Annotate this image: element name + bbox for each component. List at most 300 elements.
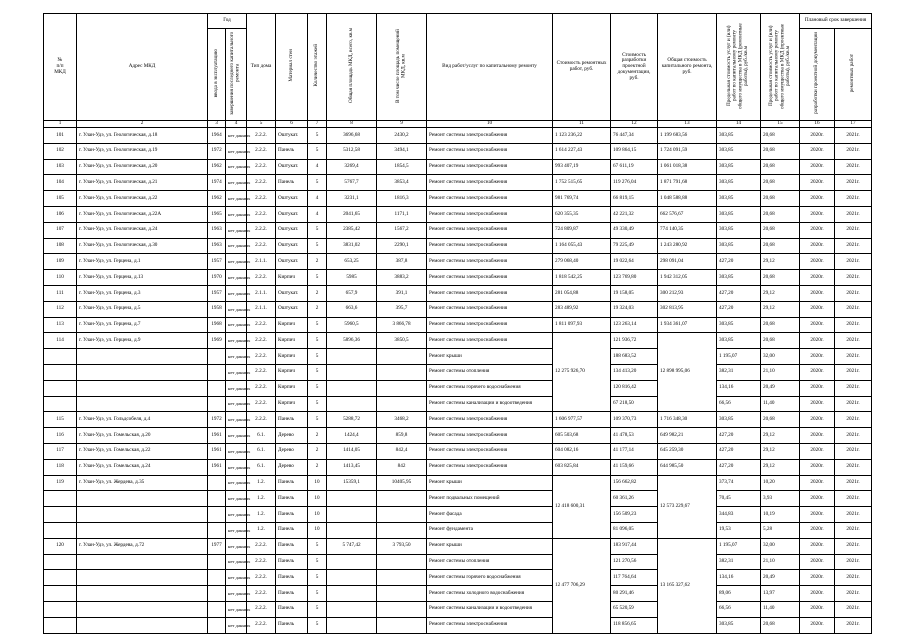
cell-num: 109 <box>44 254 77 270</box>
cell-cost-total: 1 048 588,88 <box>658 191 717 207</box>
cell-wall-material: Кирпич <box>276 364 308 380</box>
cell-floors: 4 <box>308 191 327 207</box>
cell-deadline-design: 2020г. <box>800 128 835 144</box>
cell-cost-repair: 1 614 227,43 <box>553 143 611 159</box>
cell-wall-material: Оштукат. <box>276 128 308 144</box>
cell-cost-total: 774 140,35 <box>658 222 717 238</box>
cell-year-repair: нет данных <box>226 364 247 380</box>
cell-floors: 5 <box>308 396 327 412</box>
column-number: 11 <box>553 121 611 128</box>
cell-floors: 2 <box>308 459 327 475</box>
table-row <box>44 175 872 191</box>
cell-work-type: Ремонт системы электроснабжения <box>427 254 553 270</box>
cell-area-total <box>327 491 377 507</box>
cell-house-type: 2.2.2. <box>247 396 276 412</box>
cell-limit-design: 20,68 <box>761 222 800 238</box>
cell-deadline-design: 2020г. <box>800 270 835 286</box>
cell-cost-design: 76 447,34 <box>611 128 658 144</box>
cell-deadline-repair: 2021г. <box>835 364 872 380</box>
cell-num: 104 <box>44 175 77 191</box>
table-row <box>44 601 872 617</box>
cell-cost-total: 1 243 280,92 <box>658 238 717 254</box>
cell-address: г. Улан-Удэ, ул. Герцена, д.3 <box>77 285 208 301</box>
cell-deadline-design: 2020г. <box>800 238 835 254</box>
cell-cost-repair: 12 477 706,29 <box>553 538 611 633</box>
cell-area-total <box>327 617 377 633</box>
cell-area-total: 3696,68 <box>327 128 377 144</box>
cell-limit-design: 11,40 <box>761 601 800 617</box>
cell-num: 115 <box>44 412 77 428</box>
cell-num: 101 <box>44 128 77 144</box>
cell-limit-repair: 1 195,07 <box>717 538 761 554</box>
cell-wall-material: Панель <box>276 538 308 554</box>
cell-work-type: Ремонт крыши <box>427 349 553 365</box>
cell-area-total: 5767,7 <box>327 175 377 191</box>
cell-limit-repair: 66,56 <box>717 396 761 412</box>
cell-num <box>44 617 77 633</box>
cell-cost-design: 80 291,46 <box>611 586 658 602</box>
cell-limit-design: 3,93 <box>761 491 800 507</box>
cell-deadline-design: 2020г. <box>800 507 835 523</box>
repair-program-table <box>43 13 872 634</box>
table-row <box>44 301 872 317</box>
cell-cost-repair: 283 489,92 <box>553 301 611 317</box>
table-row <box>44 128 872 144</box>
cell-limit-repair: 303,85 <box>717 222 761 238</box>
header-num: № п/п МКД <box>44 14 77 121</box>
cell-year-repair: нет данных <box>226 159 247 175</box>
cell-area-total <box>327 586 377 602</box>
cell-cost-repair: 604 082,16 <box>553 443 611 459</box>
cell-wall-material: Кирпич <box>276 396 308 412</box>
cell-work-type: Ремонт системы электроснабжения <box>427 143 553 159</box>
cell-wall-material: Кирпич <box>276 380 308 396</box>
cell-floors: 5 <box>308 364 327 380</box>
cell-area-premises: 3853,4 <box>377 175 427 191</box>
cell-cost-repair: 1 606 977,57 <box>553 412 611 428</box>
cell-deadline-design: 2020г. <box>800 333 835 349</box>
header-area-premises: В том числе площадь помещений МКД, кв.м <box>377 14 427 121</box>
header-house-type: Тип дома <box>247 14 276 121</box>
cell-deadline-repair: 2021г. <box>835 459 872 475</box>
cell-work-type: Ремонт системы горячего водоснабжения <box>427 380 553 396</box>
cell-deadline-repair: 2021г. <box>835 522 872 538</box>
cell-deadline-repair: 2021г. <box>835 475 872 491</box>
cell-cost-design: 67 218,50 <box>611 396 658 412</box>
cell-wall-material: Дерево <box>276 428 308 444</box>
cell-area-premises <box>377 507 427 523</box>
cell-address: г. Улан-Удэ, ул. Жердева, д.35 <box>77 475 208 491</box>
cell-address <box>77 349 208 365</box>
cell-year-commission: 1968 <box>208 317 226 333</box>
cell-limit-design: 20,49 <box>761 380 800 396</box>
cell-limit-design: 29,12 <box>761 254 800 270</box>
cell-address: г. Улан-Удэ, ул. Гомельская, д.24 <box>77 459 208 475</box>
table-row <box>44 270 872 286</box>
cell-year-commission: 1958 <box>208 301 226 317</box>
cell-deadline-design: 2020г. <box>800 364 835 380</box>
cell-wall-material: Оштукат. <box>276 222 308 238</box>
table-row <box>44 222 872 238</box>
cell-deadline-repair: 2021г. <box>835 191 872 207</box>
cell-address <box>77 617 208 633</box>
header-wall-material: Материал стен <box>276 14 308 121</box>
cell-floors: 2 <box>308 285 327 301</box>
cell-work-type: Ремонт системы электроснабжения <box>427 428 553 444</box>
cell-num <box>44 570 77 586</box>
cell-deadline-repair: 2021г. <box>835 570 872 586</box>
cell-year-repair: нет данных <box>226 491 247 507</box>
cell-cost-total: 13 165 327,62 <box>658 538 717 633</box>
cell-limit-repair: 303,85 <box>717 175 761 191</box>
cell-address: г. Улан-Удэ, ул. Геологическая, д.22 <box>77 191 208 207</box>
cell-year-commission <box>208 570 226 586</box>
cell-num: 116 <box>44 428 77 444</box>
cell-house-type: 2.2.2. <box>247 349 276 365</box>
cell-cost-design: 49 330,49 <box>611 222 658 238</box>
cell-limit-repair: 303,85 <box>717 128 761 144</box>
cell-cost-total: 300 212,93 <box>658 285 717 301</box>
cell-area-total <box>327 522 377 538</box>
column-number: 3 <box>208 121 226 128</box>
cell-area-total: 5 747,42 <box>327 538 377 554</box>
cell-floors: 2 <box>308 254 327 270</box>
cell-work-type: Ремонт системы электроснабжения <box>427 191 553 207</box>
cell-deadline-design: 2020г. <box>800 380 835 396</box>
cell-area-premises <box>377 617 427 633</box>
cell-deadline-design: 2020г. <box>800 254 835 270</box>
cell-num <box>44 554 77 570</box>
cell-num <box>44 364 77 380</box>
cell-floors: 5 <box>308 270 327 286</box>
cell-address <box>77 570 208 586</box>
cell-floors: 5 <box>308 317 327 333</box>
cell-house-type: 2.2.2. <box>247 617 276 633</box>
cell-house-type: 2.2.2. <box>247 159 276 175</box>
cell-limit-design: 21,10 <box>761 554 800 570</box>
cell-deadline-repair: 2021г. <box>835 206 872 222</box>
cell-area-premises: 1854,5 <box>377 159 427 175</box>
cell-limit-design: 5,28 <box>761 522 800 538</box>
cell-address: г. Улан-Удэ, ул. Геологическая, д.19 <box>77 143 208 159</box>
cell-limit-repair: 344,83 <box>717 507 761 523</box>
cell-cost-repair: 281 054,88 <box>553 285 611 301</box>
table-row <box>44 538 872 554</box>
cell-house-type: 2.2.2. <box>247 570 276 586</box>
cell-num <box>44 586 77 602</box>
cell-cost-total: 649 982,21 <box>658 428 717 444</box>
cell-house-type: 2.2.2. <box>247 586 276 602</box>
cell-deadline-design: 2020г. <box>800 617 835 633</box>
cell-limit-repair: 303,85 <box>717 143 761 159</box>
cell-area-total <box>327 507 377 523</box>
cell-cost-repair: 12 418 600,31 <box>553 475 611 538</box>
cell-work-type: Ремонт системы электроснабжения <box>427 617 553 633</box>
cell-area-premises: 2290,1 <box>377 238 427 254</box>
cell-deadline-repair: 2021г. <box>835 538 872 554</box>
cell-num: 111 <box>44 285 77 301</box>
cell-area-premises: 10405,95 <box>377 475 427 491</box>
cell-limit-repair: 303,85 <box>717 159 761 175</box>
header-cost-total: Общая стоимость капитального ремонта, руб. <box>658 14 717 121</box>
table-row <box>44 238 872 254</box>
table-row <box>44 570 872 586</box>
cell-cost-total: 1 934 361,07 <box>658 317 717 333</box>
cell-address: г. Улан-Удэ, ул. Жердева, д.72 <box>77 538 208 554</box>
cell-house-type: 2.2.2. <box>247 538 276 554</box>
cell-year-commission: 1962 <box>208 191 226 207</box>
cell-cost-design: 120 816,42 <box>611 380 658 396</box>
cell-floors: 5 <box>308 554 327 570</box>
cell-floors: 10 <box>308 491 327 507</box>
cell-limit-repair: 382,31 <box>717 554 761 570</box>
cell-work-type: Ремонт системы электроснабжения <box>427 301 553 317</box>
column-number: 10 <box>427 121 553 128</box>
cell-cost-repair: 1 752 515,65 <box>553 175 611 191</box>
cell-address <box>77 380 208 396</box>
cell-num: 110 <box>44 270 77 286</box>
cell-limit-repair: 303,85 <box>717 206 761 222</box>
cell-address: г. Улан-Удэ, ул. Геологическая, д.21 <box>77 175 208 191</box>
cell-limit-design: 20,68 <box>761 159 800 175</box>
cell-work-type: Ремонт системы электроснабжения <box>427 459 553 475</box>
column-number: 1 <box>44 121 77 128</box>
cell-limit-design: 13,97 <box>761 586 800 602</box>
cell-area-total <box>327 396 377 412</box>
cell-house-type: 2.2.2. <box>247 206 276 222</box>
cell-year-repair: нет данных <box>226 317 247 333</box>
cell-area-total <box>327 570 377 586</box>
cell-deadline-repair: 2021г. <box>835 238 872 254</box>
cell-area-total: 1414,05 <box>327 443 377 459</box>
column-number: 8 <box>327 121 377 128</box>
table-row <box>44 443 872 459</box>
cell-house-type: 2.2.2. <box>247 364 276 380</box>
cell-wall-material: Дерево <box>276 459 308 475</box>
cell-deadline-repair: 2021г. <box>835 301 872 317</box>
cell-num: 118 <box>44 459 77 475</box>
cell-floors: 5 <box>308 380 327 396</box>
cell-work-type: Ремонт системы электроснабжения <box>427 333 553 349</box>
cell-house-type: 2.2.2. <box>247 317 276 333</box>
cell-year-repair: нет данных <box>226 538 247 554</box>
cell-deadline-repair: 2021г. <box>835 586 872 602</box>
cell-limit-design: 29,12 <box>761 285 800 301</box>
cell-address: г. Улан-Удэ, ул. Геологическая, д.22А <box>77 206 208 222</box>
cell-year-repair: нет данных <box>226 206 247 222</box>
cell-wall-material: Кирпич <box>276 349 308 365</box>
cell-cost-design: 41 177,14 <box>611 443 658 459</box>
cell-deadline-design: 2020г. <box>800 428 835 444</box>
column-number: 6 <box>276 121 308 128</box>
cell-year-commission <box>208 522 226 538</box>
cell-house-type: 2.1.1. <box>247 285 276 301</box>
cell-area-total <box>327 601 377 617</box>
cell-work-type: Ремонт системы электроснабжения <box>427 285 553 301</box>
cell-deadline-design: 2020г. <box>800 301 835 317</box>
cell-year-commission: 1961 <box>208 459 226 475</box>
cell-num: 105 <box>44 191 77 207</box>
table-row <box>44 617 872 633</box>
cell-work-type: Ремонт системы электроснабжения <box>427 175 553 191</box>
cell-cost-design: 19 324,03 <box>611 301 658 317</box>
cell-year-commission: 1977 <box>208 538 226 554</box>
table-row <box>44 475 872 491</box>
cell-address: г. Улан-Удэ, ул. Герцена, д.5 <box>77 301 208 317</box>
cell-cost-design: 66 819,15 <box>611 191 658 207</box>
cell-limit-repair: 303,85 <box>717 412 761 428</box>
cell-year-repair: нет данных <box>226 428 247 444</box>
cell-floors: 5 <box>308 601 327 617</box>
cell-deadline-repair: 2021г. <box>835 175 872 191</box>
cell-area-premises <box>377 491 427 507</box>
cell-cost-design: 67 611,19 <box>611 159 658 175</box>
cell-area-total: 2041,65 <box>327 206 377 222</box>
cell-deadline-design: 2020г. <box>800 222 835 238</box>
cell-deadline-design: 2020г. <box>800 396 835 412</box>
cell-cost-design: 188 683,52 <box>611 349 658 365</box>
cell-year-commission: 1964 <box>208 128 226 144</box>
cell-area-total: 663,6 <box>327 301 377 317</box>
cell-area-total: 5960,5 <box>327 317 377 333</box>
table-row <box>44 206 872 222</box>
cell-num: 106 <box>44 206 77 222</box>
cell-cost-total: 1 942 312,05 <box>658 270 717 286</box>
cell-limit-design: 10,19 <box>761 507 800 523</box>
cell-deadline-repair: 2021г. <box>835 333 872 349</box>
cell-deadline-design: 2020г. <box>800 206 835 222</box>
cell-area-premises <box>377 586 427 602</box>
cell-cost-design: 123 263,14 <box>611 317 658 333</box>
header-cost-repair: Стоимость ремонтных работ, руб. <box>553 14 611 121</box>
column-number: 2 <box>77 121 208 128</box>
cell-limit-repair: 303,85 <box>717 238 761 254</box>
cell-year-commission: 1970 <box>208 270 226 286</box>
cell-num: 113 <box>44 317 77 333</box>
cell-year-commission: 1974 <box>208 175 226 191</box>
cell-address <box>77 491 208 507</box>
cell-cost-total: 1 871 791,68 <box>658 175 717 191</box>
cell-deadline-design: 2020г. <box>800 143 835 159</box>
cell-limit-repair: 427,20 <box>717 254 761 270</box>
cell-wall-material: Оштукат. <box>276 191 308 207</box>
column-number-row <box>44 121 872 128</box>
cell-floors: 2 <box>308 428 327 444</box>
header-deadline-repair: ремонтных работ <box>835 29 872 121</box>
cell-limit-repair: 303,85 <box>717 333 761 349</box>
header-year-repair: завершения последнего капитального ремонта <box>226 29 247 121</box>
cell-limit-repair: 89,06 <box>717 586 761 602</box>
cell-wall-material: Панель <box>276 507 308 523</box>
cell-house-type: 2.2.2. <box>247 175 276 191</box>
cell-wall-material: Оштукат. <box>276 301 308 317</box>
cell-deadline-design: 2020г. <box>800 175 835 191</box>
cell-year-commission <box>208 380 226 396</box>
cell-cost-design: 19 158,05 <box>611 285 658 301</box>
cell-house-type: 2.2.2. <box>247 222 276 238</box>
cell-house-type: 2.2.2. <box>247 412 276 428</box>
cell-num: 103 <box>44 159 77 175</box>
cell-year-commission <box>208 554 226 570</box>
cell-cost-repair: 993 407,19 <box>553 159 611 175</box>
cell-cost-design: 81 096,05 <box>611 522 658 538</box>
table-row <box>44 491 872 507</box>
cell-cost-repair: 620 355,35 <box>553 206 611 222</box>
cell-work-type: Ремонт крыши <box>427 538 553 554</box>
cell-house-type: 6.1. <box>247 428 276 444</box>
table-row <box>44 522 872 538</box>
cell-area-total: 5288,72 <box>327 412 377 428</box>
cell-deadline-design: 2020г. <box>800 586 835 602</box>
cell-year-commission: 1965 <box>208 206 226 222</box>
cell-wall-material: Кирпич <box>276 270 308 286</box>
cell-limit-repair: 427,20 <box>717 301 761 317</box>
cell-work-type: Ремонт крыши <box>427 475 553 491</box>
cell-limit-repair: 303,85 <box>717 617 761 633</box>
cell-num <box>44 491 77 507</box>
cell-wall-material: Панель <box>276 601 308 617</box>
cell-limit-repair: 134,16 <box>717 380 761 396</box>
table-row <box>44 586 872 602</box>
cell-limit-repair: 427,20 <box>717 459 761 475</box>
cell-limit-design: 20,68 <box>761 317 800 333</box>
cell-deadline-repair: 2021г. <box>835 254 872 270</box>
header-area-total: Общая площадь МКД, всего, кв.м <box>327 14 377 121</box>
table-row <box>44 159 872 175</box>
cell-address: г. Улан-Удэ, ул. Геологическая, д.24 <box>77 222 208 238</box>
cell-year-repair: нет данных <box>226 143 247 159</box>
cell-limit-design: 20,68 <box>761 191 800 207</box>
cell-limit-design: 20,49 <box>761 570 800 586</box>
cell-area-total: 657,9 <box>327 285 377 301</box>
cell-address: г. Улан-Удэ, ул. Гомельская, д.20 <box>77 428 208 444</box>
cell-floors: 5 <box>308 333 327 349</box>
cell-area-premises <box>377 570 427 586</box>
cell-limit-repair: 303,85 <box>717 317 761 333</box>
cell-area-premises: 3850,5 <box>377 333 427 349</box>
cell-floors: 5 <box>308 143 327 159</box>
cell-deadline-design: 2020г. <box>800 285 835 301</box>
cell-deadline-design: 2020г. <box>800 475 835 491</box>
cell-limit-repair: 1 195,07 <box>717 349 761 365</box>
header-work-type: Вид работ/услуг по капитальному ремонту <box>427 14 553 121</box>
cell-work-type: Ремонт подвальных помещений <box>427 491 553 507</box>
header-deadline-group: Плановый срок завершения <box>800 14 872 29</box>
cell-house-type: 6.1. <box>247 459 276 475</box>
cell-deadline-design: 2020г. <box>800 412 835 428</box>
cell-cost-total: 12 898 995,06 <box>658 333 717 412</box>
cell-limit-design: 20,68 <box>761 270 800 286</box>
cell-year-repair: нет данных <box>226 349 247 365</box>
cell-area-premises: 859,8 <box>377 428 427 444</box>
cell-num: 102 <box>44 143 77 159</box>
cell-limit-design: 32,00 <box>761 538 800 554</box>
cell-area-premises: 3 866,78 <box>377 317 427 333</box>
cell-work-type: Ремонт системы электроснабжения <box>427 443 553 459</box>
cell-house-type: 1.2. <box>247 491 276 507</box>
cell-deadline-design: 2020г. <box>800 349 835 365</box>
cell-address <box>77 396 208 412</box>
cell-limit-repair: 303,85 <box>717 191 761 207</box>
cell-house-type: 2.2.2. <box>247 143 276 159</box>
cell-house-type: 2.2.2. <box>247 601 276 617</box>
cell-limit-repair: 427,20 <box>717 285 761 301</box>
cell-deadline-design: 2020г. <box>800 522 835 538</box>
header-deadline-design: разработки проектной документации <box>800 29 835 121</box>
cell-year-commission <box>208 586 226 602</box>
column-number: 16 <box>800 121 835 128</box>
cell-deadline-design: 2020г. <box>800 570 835 586</box>
